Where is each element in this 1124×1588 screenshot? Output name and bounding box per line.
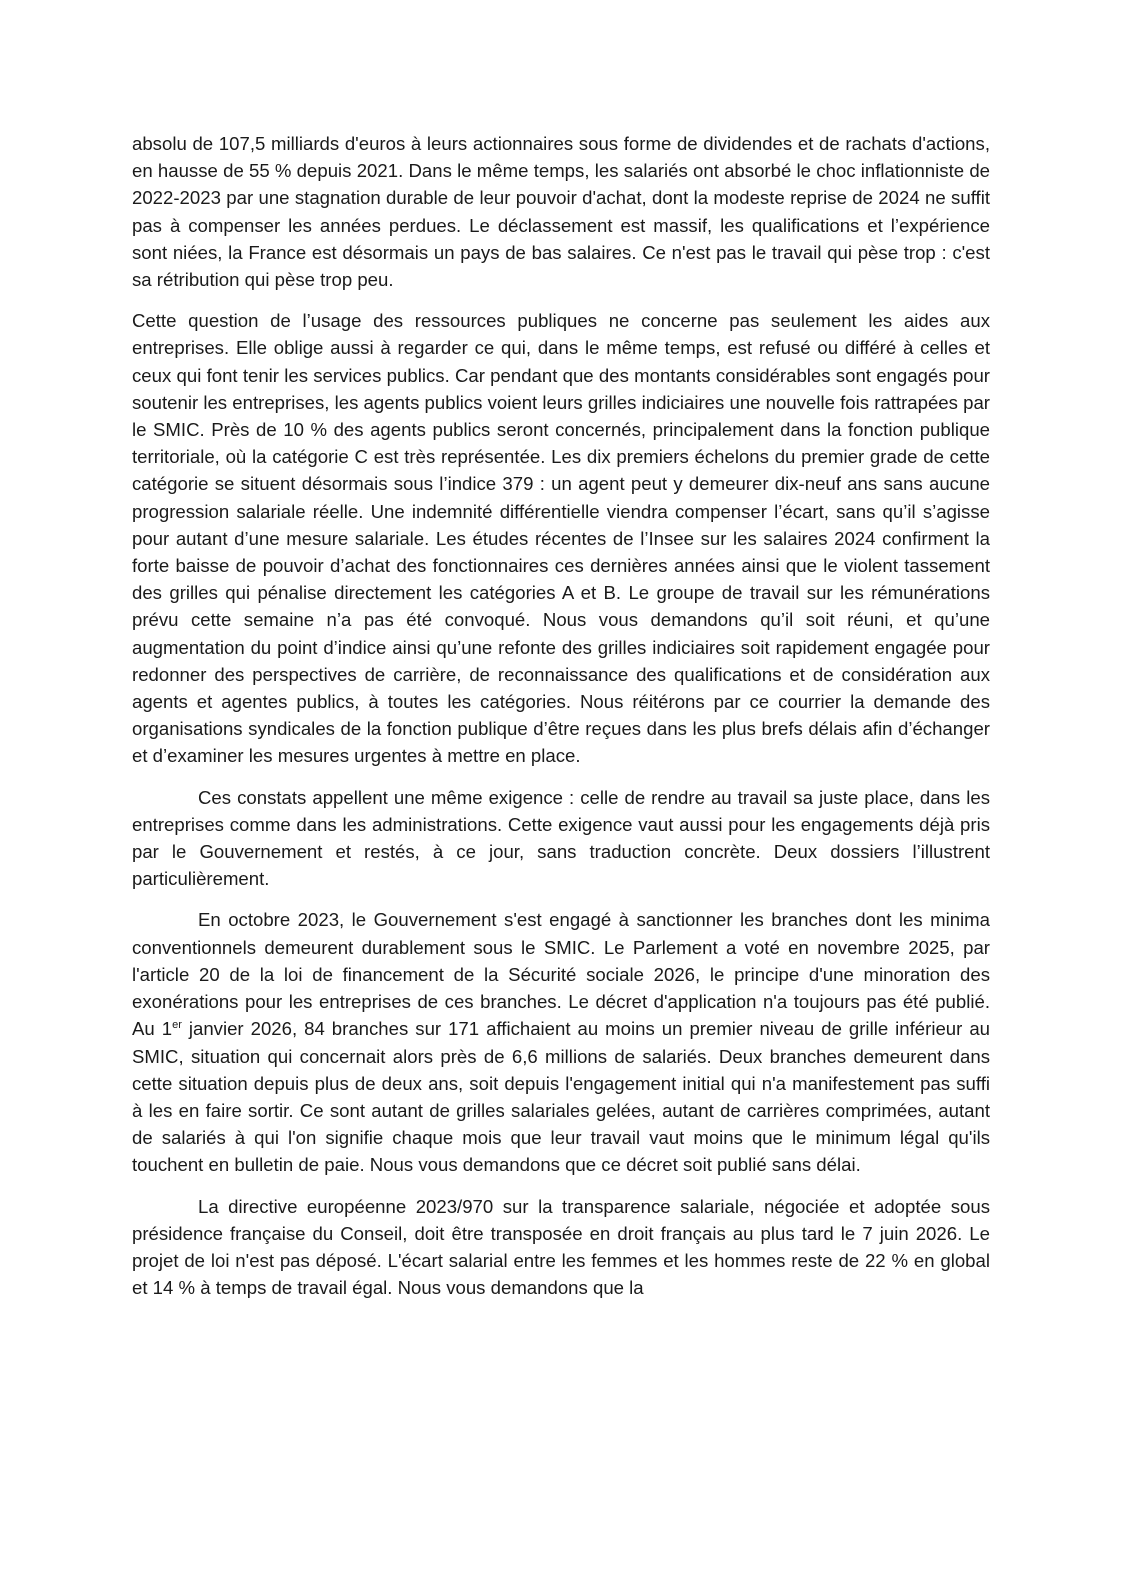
- document-body: [132, 130, 990, 1315]
- ordinal-superscript: er: [172, 1019, 182, 1032]
- paragraph-demands-intro: [132, 784, 990, 893]
- paragraph-dividends: [132, 130, 990, 293]
- paragraph-text: absolu de 107,5 milliards d'euros à leurs actionnaires sous forme de dividendes et de rachats d'actions, en hausse de 55 % depuis 2021. Dans le même temps, les salariés ont absorbé le choc inflationniste de 2022-2023 par une stagnation durable de leur pouvoir d'achat, dont la modeste reprise de 2024 ne suffit pas à compenser les années perdues. Le déclassement est massif, les qualifications et l’expérience sont niées, la France est désormais un pays de bas salaires. Ce n'est pas le travail qui pèse trop : c'est sa rétribution qui pèse trop peu.: [132, 133, 990, 291]
- paragraph-text: La directive européenne 2023/970 sur la transparence salariale, négociée et adoptée sous présidence française du Conseil, doit être transposée en droit français au plus tard le 7 juin 2026. Le projet de loi n'est pas déposé. L'écart salarial entre les femmes et les hommes reste de 22 % en global et 14 % à temps de travail égal. Nous vous demandons que la: [132, 1195, 990, 1299]
- paragraph-text: Ces constats appellent une même exigence : celle de rendre au travail sa juste place, dans les entreprises comme dans les administrations. Cette exigence vaut aussi pour les engagements déjà pris par le Gouvernement et restés, à ce jour, sans traduction concrète. Deux dossiers l’illustrent particulièrement.: [132, 786, 990, 890]
- paragraph-pay-transparency: [132, 1193, 990, 1302]
- paragraph-text: janvier 2026, 84 branches sur 171 affichaient au moins un premier niveau de grille inférieur au SMIC, situation qui concernait alors près de 6,6 millions de salariés. Deux branches demeurent dans cette situation depuis plus de deux ans, soit depuis l'engagement initial qui n'a manifestement pas suffi à les en faire sortir. Ce sont autant de grilles salariales gelées, autant de carrières comprimées, autant de salariés à qui l'on signifie chaque mois que leur travail vaut moins que le minimum légal qu'ils touchent en bulletin de paie. Nous vous demandons que ce décret soit publié sans délai.: [132, 1018, 991, 1176]
- paragraph-text: En octobre 2023, le Gouvernement s'est engagé à sanctionner les branches dont les minima conventionnels demeurent durablement sous le SMIC. Le Parlement a voté en novembre 2025, par l'article 20 de la loi de financement de la Sécurité sociale 2026, le principe d'une minoration des exonérations pour les entreprises de ces branches. Le décret d'application n'a toujours pas été publié. Au 1: [132, 909, 990, 1040]
- paragraph-branches-smic: [132, 906, 990, 1178]
- paragraph-public-services: [132, 307, 990, 769]
- paragraph-text: Cette question de l’usage des ressources publiques ne concerne pas seulement les aides aux entreprises. Elle oblige aussi à regarder ce qui, dans le même temps, est refusé ou différé à celles et ceux qui font tenir les services publics. Car pendant que des montants considérables sont engagés pour soutenir les entreprises, les agents publics voient leurs grilles indiciaires une nouvelle fois rattrapées par le SMIC. Près de 10 % des agents publics seront concernés, principalement dans la fonction publique territoriale, où la catégorie C est très représentée. Les dix premiers échelons du premier grade de cette catégorie se situent désormais sous l’indice 379 : un agent peut y demeurer dix-neuf ans sans aucune progression salariale réelle. Une indemnité différentielle viendra compenser l’écart, sans qu’il s’agisse pour autant d’une mesure salariale. Les études récentes de l’Insee sur les salaires 2024 confirment la forte baisse de pouvoir d’achat des fonctionnaires ces dernières années ainsi que le violent tassement des grilles qui pénalise directement les catégories A et B. Le groupe de travail sur les rémunérations prévu cette semaine n’a pas été convoqué. Nous vous demandons qu’il soit réuni, et qu’une augmentation du point d’indice ainsi qu’une refonte des grilles indiciaires soit rapidement engagée pour redonner des perspectives de carrière, de reconnaissance des qualifications et de considération aux agents et agentes publics, à toutes les catégories. Nous réitérons par ce courrier la demande des organisations syndicales de la fonction publique d’être reçues dans les plus brefs délais afin d’échanger et d’examiner les mesures urgentes à mettre en place.: [132, 310, 990, 767]
